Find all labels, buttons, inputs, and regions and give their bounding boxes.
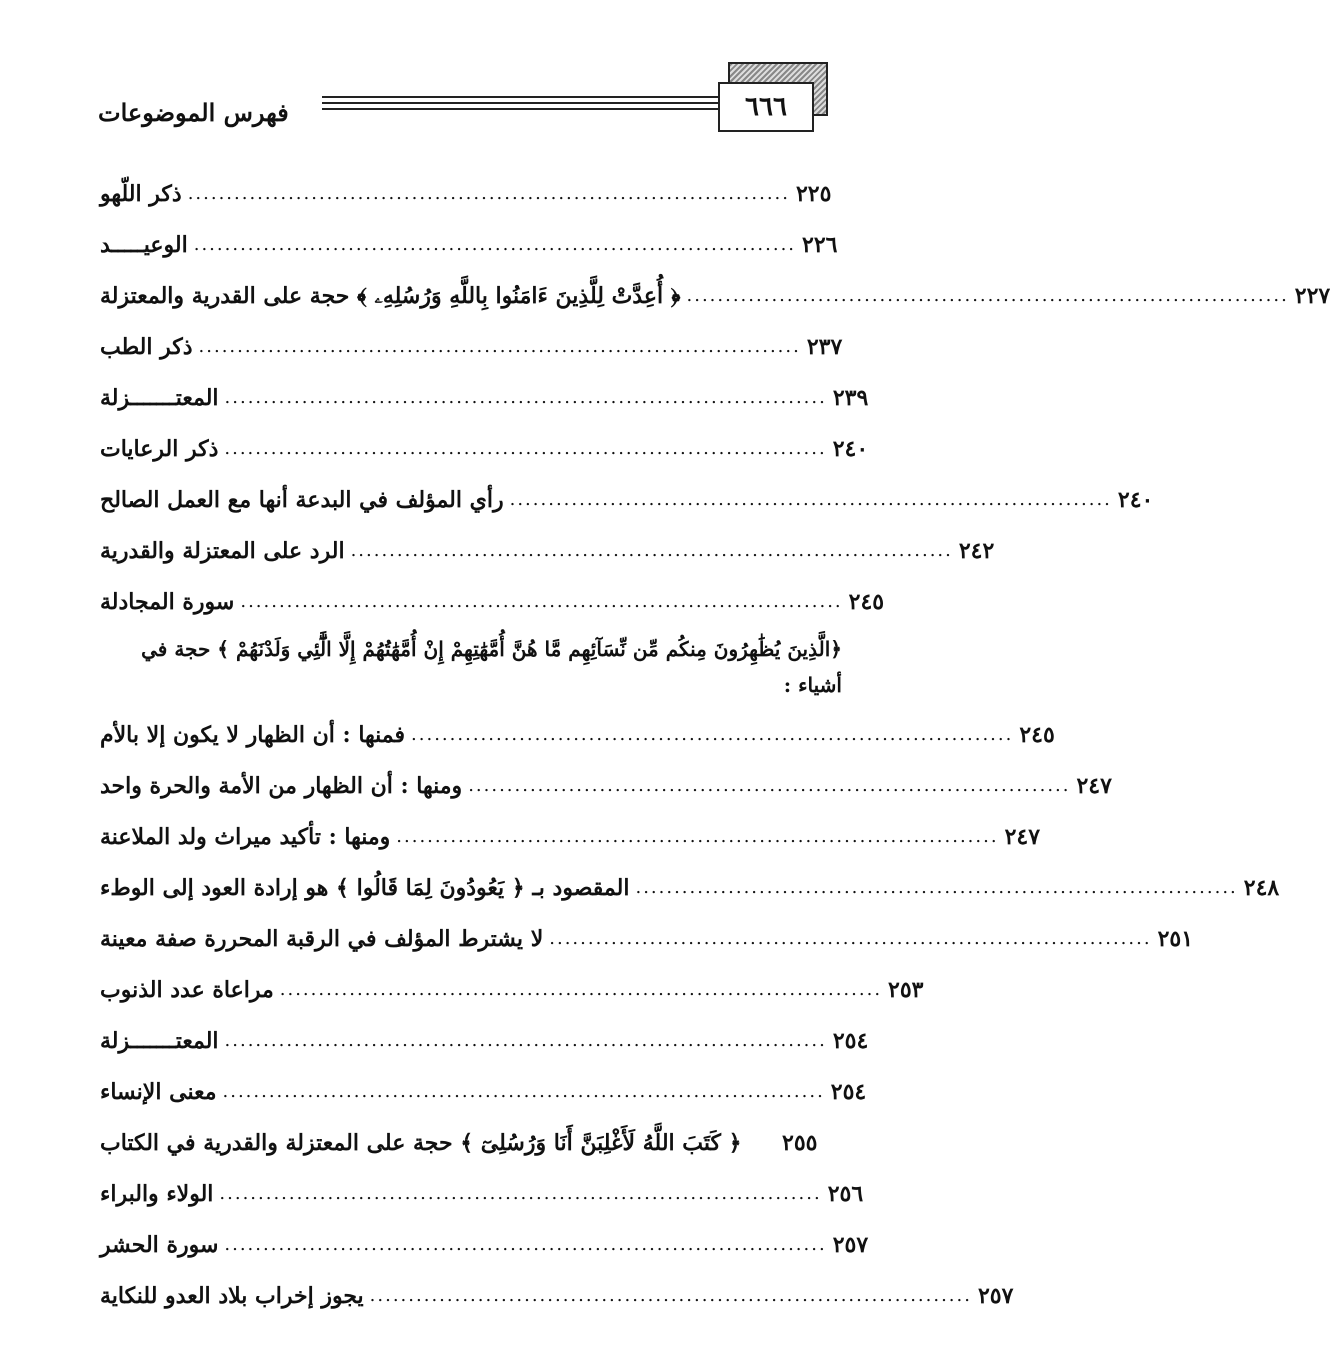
toc-entry-page: ٢٥٧ (977, 1282, 1014, 1309)
toc-entry-title: المقصود بـ ﴿ يَعُودُونَ لِمَا قَالُوا ﴾ هو إرادة العود إلى الوطء (100, 874, 630, 901)
header-rule (322, 102, 718, 104)
toc-entry-page: ٢٢٦ (802, 231, 838, 258)
toc-entry-page: ٢٣٧ (806, 333, 843, 360)
toc-entry-title: لا يشترط المؤلف في الرقبة المحررة صفة معينة (100, 925, 544, 952)
header-rule (322, 108, 718, 110)
leader-dots: .............................................................................. (240, 591, 843, 612)
toc-entry-title: ومنها : أن الظهار من الأمة والحرة واحد (100, 772, 463, 799)
toc-entry (100, 423, 869, 474)
toc-entry-title: ذكر الطب (100, 333, 193, 360)
toc-entry (100, 1168, 864, 1219)
leader-dots: .............................................................................. (549, 928, 1152, 949)
toc-entry-page: ٢٥٦ (827, 1180, 864, 1207)
leader-dots: .............................................................................. (224, 1030, 827, 1051)
leader-dots: .............................................................................. (219, 1183, 822, 1204)
leader-dots: .............................................................................. (411, 724, 1014, 745)
toc-entry (100, 1270, 1014, 1321)
toc-entry (100, 1117, 842, 1168)
toc-entry-title: ذكر الرعايات (100, 435, 219, 462)
toc-entry (100, 270, 1330, 321)
toc-entry (100, 1066, 867, 1117)
leader-dots: .............................................................................. (222, 1081, 825, 1102)
toc-entry-title: الولاء والبراء (100, 1180, 214, 1207)
toc-entry (100, 760, 1112, 811)
toc-entry (100, 1015, 869, 1066)
leader-dots: .............................................................................. (187, 183, 790, 204)
toc-entry (100, 321, 842, 372)
toc-entry-page: ٢٤٨ (1243, 874, 1280, 901)
toc-entry-title: ﴿ كَتَبَ اللَّهُ لَأَغْلِبَنَّ أَنَا وَرُسُلِىٓ ﴾ حجة على المعتزلة والقدرية في الكتاب (100, 1129, 742, 1156)
toc-entry-title: المعتـــــــزلة (100, 384, 219, 411)
toc-entry-title: مراعاة عدد الذنوب (100, 976, 274, 1003)
leader-dots: .............................................................................. (369, 1285, 972, 1306)
toc-entry (100, 627, 842, 709)
toc-entry (100, 525, 995, 576)
toc-entry-page: ٢٣٩ (832, 384, 869, 411)
toc-entry-title: ﴿الَّذِينَ يُظَٰهِرُونَ مِنكُم مِّن نِّسَآئِهِم مَّا هُنَّ أُمَّهَٰتِهِمْ إِنْ أُمَّهَٰتُهُمْ إِلَّا الَّٰٓئِي وَلَدْنَهُمْ ﴾ حجة في أشياء : (141, 637, 842, 697)
toc-entry-title: رأي المؤلف في البدعة أنها مع العمل الصالح (100, 486, 504, 513)
leader-dots: .............................................................................. (350, 540, 953, 561)
toc-entry-title: الرد على المعتزلة والقدرية (100, 537, 345, 564)
toc-entry-page: ٢٥٥ (782, 1129, 818, 1156)
toc-entry-page: ٢٤٧ (1076, 772, 1112, 799)
toc-entry-page: ٢٥١ (1157, 925, 1194, 952)
leader-dots: .............................................................................. (279, 979, 883, 1000)
toc-entry-title: سورة المجادلة (100, 588, 235, 615)
toc-entry-page: ٢٤٥ (848, 588, 885, 615)
toc-entry-title: المعتـــــــزلة (100, 1027, 219, 1054)
leader-dots: .............................................................................. (198, 336, 801, 357)
toc-entry-title: ومنها : تأكيد ميراث ولد الملاعنة (100, 823, 391, 850)
leader-dots: .............................................................................. (509, 489, 1112, 510)
toc-entry-title: الوعيـــــد (100, 231, 188, 258)
leader-dots: .............................................................................. (224, 1234, 827, 1255)
toc-entry-title: فمنها : أن الظهار لا يكون إلا بالأم (100, 721, 406, 748)
toc-entry-title: ذكر اللّهو (100, 180, 182, 207)
toc-entry (100, 474, 1154, 525)
leader-dots: .............................................................................. (686, 285, 1289, 306)
leader-dots: .............................................................................. (224, 438, 827, 459)
toc-entry-page: ٢٢٧ (1294, 282, 1330, 309)
toc-entry-page: ٢٢٥ (795, 180, 832, 207)
toc-entry (100, 1219, 869, 1270)
toc-entry (100, 811, 1041, 862)
toc-entry-page: ٢٤٠ (832, 435, 869, 462)
toc-entry-page: ٢٤٢ (958, 537, 995, 564)
toc-entry-page: ٢٤٥ (1019, 721, 1055, 748)
toc-entry (100, 168, 842, 219)
toc-entry-title: ﴿ أُعِدَّتْ لِلَّذِينَ ءَامَنُوا بِاللَّهِ وَرُسُلِهِۦ ﴾ حجة على القدرية والمعتزلة (100, 282, 681, 309)
toc-entry-title: معنى الإنساء (100, 1078, 217, 1105)
leader-dots: .............................................................................. (396, 826, 999, 847)
toc-entry-title: يجوز إخراب بلاد العدو للنكاية (100, 1282, 364, 1309)
page-header (0, 60, 969, 140)
leader-dots: .............................................................................. (468, 775, 1071, 796)
toc-entry (100, 964, 924, 1015)
toc-entry-page: ٢٥٣ (888, 976, 924, 1003)
table-of-contents (100, 168, 1330, 1321)
toc-entry (100, 372, 869, 423)
toc-entry-page: ٢٤٧ (1004, 823, 1041, 850)
toc-entry-page: ٢٥٤ (832, 1027, 869, 1054)
header-rule (322, 96, 718, 98)
toc-entry (100, 219, 842, 270)
leader-dots: .............................................................................. (635, 877, 1238, 898)
toc-entry-page: ٢٥٧ (832, 1231, 869, 1258)
toc-entry-page: ٢٥٤ (830, 1078, 867, 1105)
toc-entry (100, 576, 885, 627)
toc-entry (100, 862, 1280, 913)
leader-dots: .............................................................................. (193, 234, 797, 255)
toc-entry-page: ٢٤٠ (1117, 486, 1154, 513)
toc-entry (100, 709, 1055, 760)
toc-entry (100, 913, 1194, 964)
toc-entry-title: سورة الحشر (100, 1231, 219, 1258)
leader-dots: .............................................................................. (224, 387, 827, 408)
running-title: فهرس الموضوعات (98, 98, 289, 127)
page-number: ٦٦٦ (718, 82, 814, 132)
